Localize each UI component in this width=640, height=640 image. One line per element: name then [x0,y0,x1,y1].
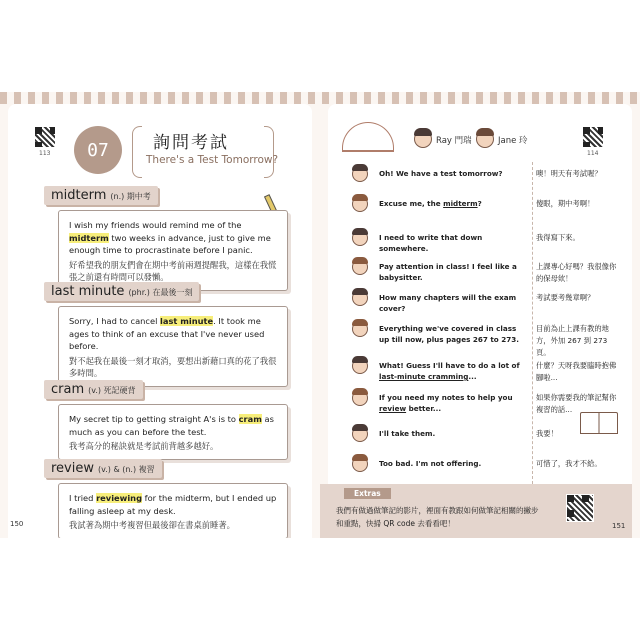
highlighted-word: last minute [160,316,214,326]
text-run: Oh! We have a test tomorrow? [379,169,503,178]
dialogue-zh: 傻眼，期中考啊！ [536,199,595,208]
text-run: I wish my friends would remind me of the [69,220,242,230]
vocab-tag [44,282,199,301]
qr-code-icon[interactable] [566,494,594,522]
highlighted-word: reviewing [96,493,143,503]
vocab-card [58,306,288,387]
jane-avatar-icon [352,456,368,472]
book-spread [0,92,640,538]
vocab-example [69,492,277,517]
dialogue-en [379,168,527,179]
vocab-translation: 我試著為期中考複習但最後卻在書桌前睡著。 [69,520,235,530]
jane-avatar-icon [352,390,368,406]
dialogue-zh: 考試要考幾章啊？ [536,293,595,302]
qr-number: 113 [39,150,51,157]
title-bracket-right [264,126,274,178]
dialogue-en [379,232,527,254]
left-page [8,104,312,538]
dialogue-en [379,428,527,439]
dialogue-en [379,292,527,314]
text-run: Sorry, I had to cancel [69,316,161,326]
text-run: How many chapters will the exam cover? [379,293,517,313]
text-run: two weeks in advance, just to give me enough time to procrastinate before I panic. [69,232,271,255]
right-page [328,104,632,538]
dialogue-zh: 我得寫下來。 [536,233,580,242]
text-run: I need to write that down somewhere. [379,233,483,253]
protractor-icon [342,122,394,152]
vocab-tag [44,380,143,399]
vocab-word: review [51,461,94,476]
highlighted-word: cram [238,414,262,424]
vocab-pos: (phr.) 在最後一刻 [128,288,193,297]
chapter-number: 07 [74,126,122,174]
striped-border [0,92,640,104]
text-run: I'll take them. [379,429,436,438]
text-run: ? [477,199,482,208]
ray-avatar-icon [352,426,368,442]
dialogue-zh: 可惜了，我才不給。 [536,459,602,468]
highlighted-word: midterm [69,232,109,243]
vocab-translation: 對不起我在最後一刻才取消，要想出新藉口真的花了我很多時間。 [69,355,277,378]
vocab-word: midterm [51,188,107,203]
ray-avatar-icon [352,358,368,374]
vocab-word: cram [51,382,85,397]
text-run: Too bad. I'm not offering. [379,459,482,468]
chapter-title-en: There's a Test Tomorrow? [146,154,279,166]
jane-face-icon [476,130,494,148]
dialogue-zh: 上課專心好嗎？我很像你的保母欸！ [536,262,617,283]
key-phrase: last-minute cramming [379,372,469,381]
extras-box [320,484,632,538]
text-run: Everything we've covered in class up till now, plus pages 267 to 273. [379,324,519,344]
jane-avatar-icon [352,196,368,212]
dialogue-en [379,360,527,382]
page-number: 151 [612,522,626,530]
text-run: If you need my notes to help you [379,393,513,402]
vocab-card [58,404,288,460]
extras-text: 我們有做過做筆記的影片，裡面有教跟如何做筆記相關的撇步和重點，快掃 QR code 去看看吧！ [336,506,539,528]
qr-code-icon[interactable] [34,126,56,148]
key-phrase: midterm [443,199,478,208]
vocab-pos: (v.) & (n.) 複習 [98,465,155,474]
dialogue-en [379,458,527,469]
dialogue-en [379,261,527,283]
key-phrase: review [379,404,407,413]
text-run: . It took me ages to think of an excuse that I've never used before. [69,316,265,351]
dialogue-en [379,323,527,345]
vocab-example [69,315,277,353]
text-run: ... [468,372,477,381]
dialogue-divider [532,162,533,494]
dialogue-zh: 目前為止上課有教的地方，外加 267 到 273 頁。 [536,324,609,357]
page-number: 150 [10,520,24,528]
text-run: Excuse me, the [379,199,444,208]
vocab-translation: 好希望我的朋友們會在期中考前兩週提醒我，這樣在我慌張之前還有時間可以發懶。 [69,259,277,282]
dialogue-zh: 如果你需要我的筆記幫你複習的話... [536,393,617,414]
qr-number: 114 [587,150,599,157]
text-run: Pay attention in class! I feel like a babysitter. [379,262,517,282]
title-bracket-left [132,126,142,178]
text-run: as much as you can before the test. [69,414,274,437]
vocab-pos: (n.) 期中考 [110,192,151,201]
jane-avatar-icon [352,259,368,275]
dialogue-zh: 噢！明天有考試喔？ [536,169,602,178]
ray-avatar-icon [352,290,368,306]
vocab-translation: 我考高分的秘訣就是考試前背越多越好。 [69,441,219,451]
vocab-tag [44,186,158,205]
dialogue-en [379,198,527,209]
jane-avatar-icon [352,321,368,337]
text-run: My secret tip to getting straight A's is to [69,414,239,424]
vocab-pos: (v.) 死記硬背 [88,386,136,395]
vocab-tag [44,459,162,478]
text-run: for the midterm, but I ended up falling asleep at my desk. [69,493,277,516]
ray-avatar-icon [352,166,368,182]
dialogue-en [379,392,527,414]
vocab-card [58,210,288,291]
vocab-card [58,483,288,538]
vocab-word: last minute [51,284,125,299]
dialogue-zh: 我要！ [536,429,558,438]
dialogue-zh: 什麼？天呀我要臨時抱佛腳啦... [536,361,617,382]
character-name: Ray 門瑞 [436,136,472,146]
text-run: I tried [69,493,97,503]
book-icon [580,412,618,434]
chapter-title-zh: 詢問考試 [153,133,229,153]
vocab-example [69,219,277,257]
text-run: better... [406,404,442,413]
text-run: What! Guess I'll have to do a lot of [379,361,520,370]
ray-avatar-icon [352,230,368,246]
character-name: Jane 玲 [498,136,528,146]
qr-code-icon[interactable] [582,126,604,148]
vocab-example [69,413,277,438]
ray-face-icon [414,130,432,148]
extras-label: Extras [344,488,391,499]
